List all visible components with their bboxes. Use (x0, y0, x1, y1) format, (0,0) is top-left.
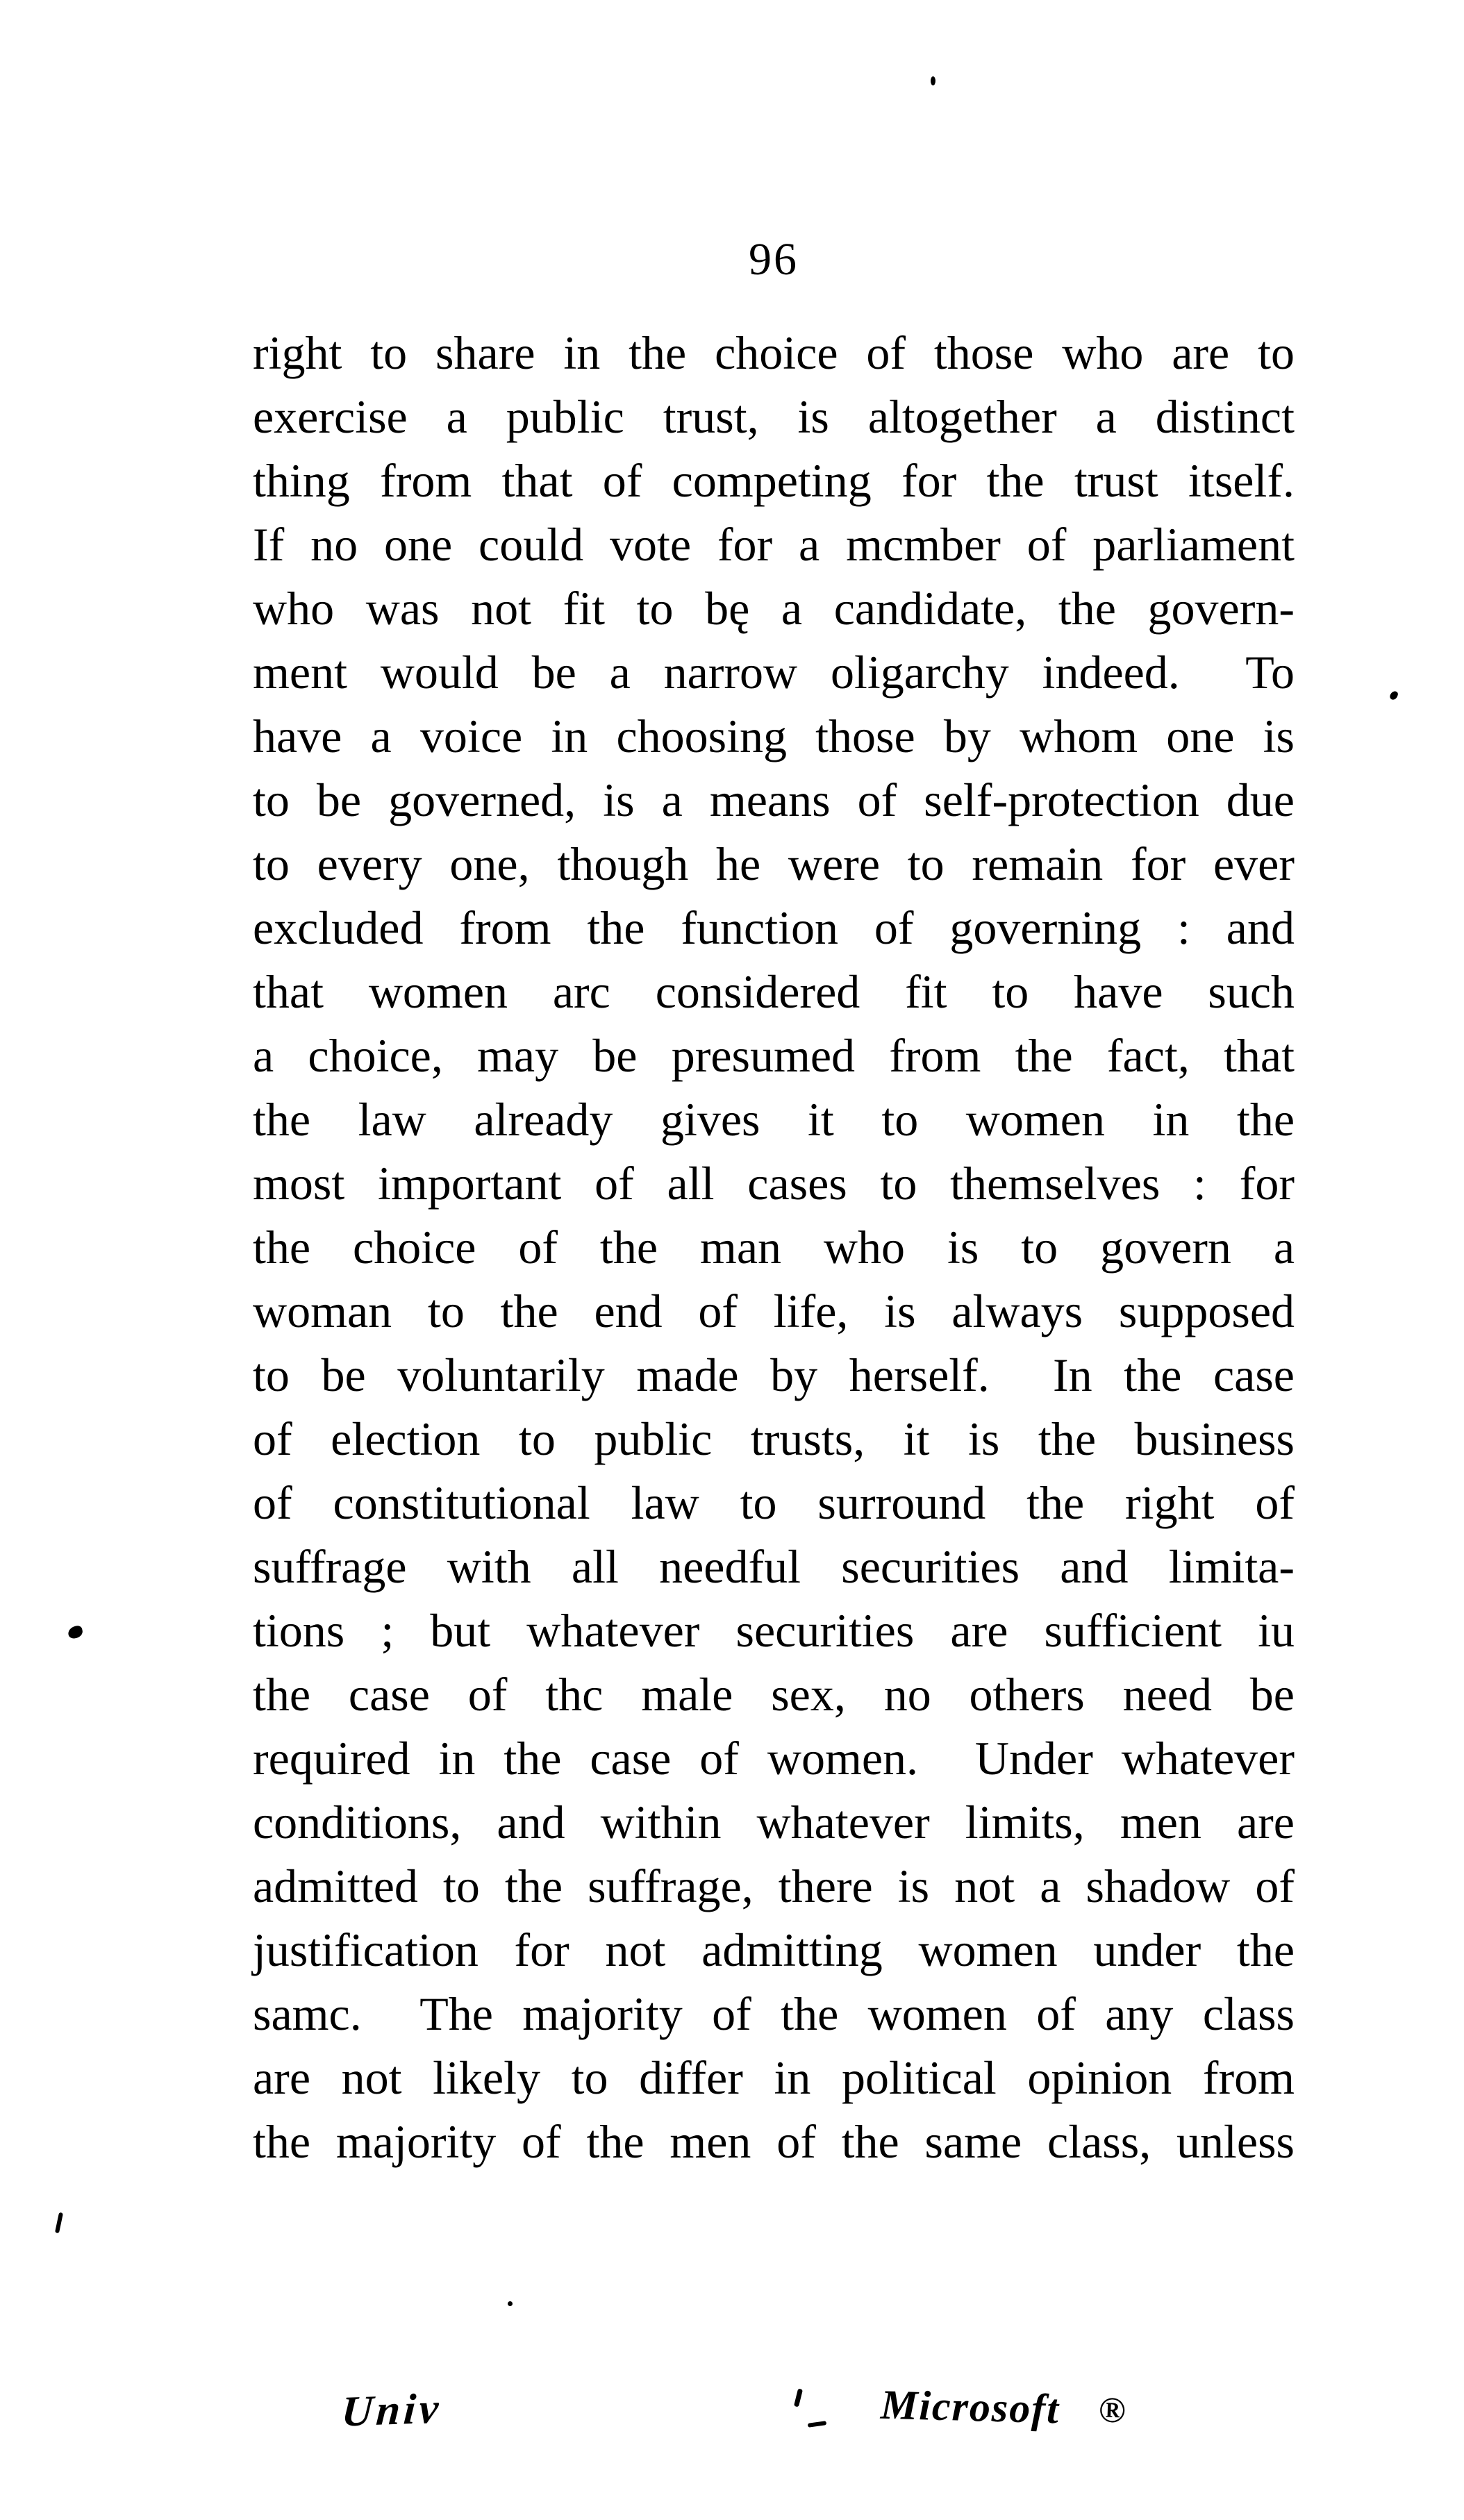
text-line: who was not fit to bę a candidate, the govern- (253, 582, 1295, 635)
watermark-fragment-dash (808, 2421, 827, 2428)
text-line: of constitutional law to surround the right of (253, 1476, 1295, 1529)
text-line: that women arc considered fit to have such (253, 965, 1295, 1018)
text-line: excluded from the function of governing : and (253, 901, 1295, 954)
page-number: 96 (749, 234, 799, 285)
text-line: tions ; but whatever securities are sufficient iu (253, 1604, 1295, 1657)
ink-dot-bottom-center (508, 2301, 513, 2306)
text-line: to be voluntarily made by herself. In the case (253, 1349, 1295, 1401)
text-line: conditions, and within whatever limits, men are (253, 1796, 1295, 1849)
ink-speck-top (931, 76, 935, 85)
watermark-fragment-tick (794, 2389, 803, 2408)
body-text (253, 321, 1295, 2173)
text-line: justification for not admitting women under the (253, 1924, 1295, 1976)
text-line: to be governed, is a means of self-protection due (253, 774, 1295, 826)
text-line: exercise a public trust, is altogether a distinct (253, 390, 1295, 443)
text-line: to every one, though he were to remain for ever (253, 837, 1295, 890)
text-line: the case of thc male sex, no others need be (253, 1668, 1295, 1721)
ink-blob-left-margin (67, 1625, 83, 1640)
text-line: suffrage with all needful securities and limita- (253, 1540, 1295, 1593)
text-line: most important of all cases to themselves : for (253, 1157, 1295, 1210)
text-line: the choice of the man who is to govern a (253, 1221, 1295, 1274)
text-line: of election to public trusts, it is the business (253, 1412, 1295, 1465)
ink-stroke-bottom-left (55, 2212, 63, 2234)
text-line: have a voice in choosing those by whom one is (253, 710, 1295, 762)
watermark-microsoft-text: Microsoft (880, 2381, 1060, 2433)
text-line: required in the case of women. Under whatever (253, 1732, 1295, 1785)
watermark-univ-text: Univ (340, 2385, 444, 2436)
text-line: samc. The majority of the women of any class (253, 1987, 1295, 2040)
ink-speck-right-margin (1389, 690, 1399, 701)
text-line: the law already gives it to women in the (253, 1093, 1295, 1146)
text-line: are not likely to differ in political opinion from (253, 2051, 1295, 2104)
text-line: admitted to the suffrage, there is not a shadow of (253, 1860, 1295, 1912)
text-line: a choice, may be presumed from the fact, that (253, 1029, 1295, 1082)
text-line: thing from that of competing for the trust itself. (253, 454, 1295, 507)
text-line: the majority of the men of the same class, unless (253, 2115, 1295, 2168)
text-line: woman to the end of life, is always supposed (253, 1285, 1295, 1337)
text-line: right to share in the choice of those who are to (253, 326, 1295, 379)
registered-trademark-icon: ® (1098, 2390, 1126, 2431)
text-line: If no one could vote for a mcmber of parliament (253, 518, 1295, 571)
text-line: ment would be a narrow oligarchy indeed. To (253, 646, 1295, 699)
